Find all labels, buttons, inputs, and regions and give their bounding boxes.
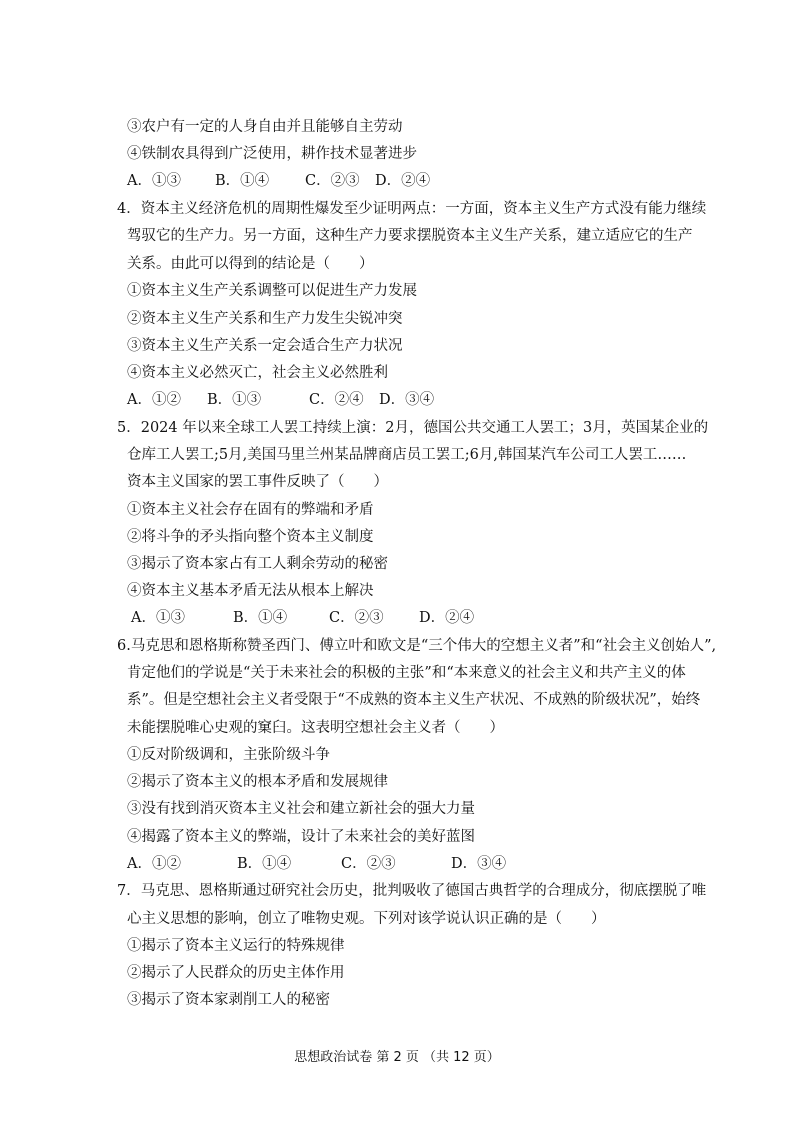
- q5-statement-2: ②将斗争的矛头指向整个资本主义制度: [127, 529, 374, 545]
- q6-options: [127, 854, 506, 874]
- q6-option-d: D．③④: [451, 856, 507, 872]
- q5-statement-1: ①资本主义社会存在固有的弊端和矛盾: [127, 502, 374, 518]
- q5-statement-3: ③揭示了资本家占有工人剩余劳动的秘密: [127, 556, 388, 572]
- q5-statement-4: ④资本主义基本矛盾无法从根本上解决: [127, 583, 374, 599]
- q4-option-d: D．③④: [379, 392, 435, 408]
- q7-statement-1: ①揭示了资本主义运行的特殊规律: [127, 938, 345, 954]
- q6-statement-1: ①反对阶级调和，主张阶级斗争: [127, 747, 330, 763]
- q4-statement-1: ①资本主义生产关系调整可以促进生产力发展: [127, 283, 417, 299]
- q6-stem-line-4: 未能摆脱唯心史观的窠臼。这表明空想社会主义者（ ）: [127, 720, 504, 736]
- q4-stem-line-3: 关系。由此可以得到的结论是（ ）: [127, 256, 374, 272]
- q6-statement-4: ④揭露了资本主义的弊端，设计了未来社会的美好蓝图: [127, 829, 475, 845]
- q7-statement-3: ③揭示了资本家剥削工人的秘密: [127, 992, 330, 1008]
- q5-stem-line-3: 资本主义国家的罢工事件反映了（ ）: [127, 474, 388, 490]
- q6-statement-3: ③没有找到消灭资本主义社会和建立新社会的强大力量: [127, 801, 475, 817]
- q6-option-c: C．②③: [341, 856, 396, 872]
- q3-option-c: C．②③: [305, 173, 360, 189]
- q4-statement-4: ④资本主义必然灭亡，社会主义必然胜利: [127, 365, 388, 381]
- q5-option-c: C．②③: [329, 610, 384, 626]
- q7-statement-2: ②揭示了人民群众的历史主体作用: [127, 965, 345, 981]
- q4-option-b: B．①③: [207, 392, 262, 408]
- q4-statement-2: ②资本主义生产关系和生产力发生尖锐冲突: [127, 311, 403, 327]
- q7-stem-line-1: 7．马克思、恩格斯通过研究社会历史，批判吸收了德国古典哲学的合理成分，彻底摆脱了唯: [117, 883, 707, 899]
- q5-stem-line-1: 5．2024 年以来全球工人罢工持续上演：2月，德国公共交通工人罢工；3月，英国某企业的: [117, 420, 709, 436]
- q4-statement-3: ③资本主义生产关系一定会适合生产力状况: [127, 338, 403, 354]
- q4-stem-line-1: 4．资本主义经济危机的周期性爆发至少证明两点：一方面，资本主义生产方式没有能力继续: [117, 201, 707, 217]
- q3-option-b: B．①④: [215, 173, 270, 189]
- q5-option-d: D．②④: [419, 610, 475, 626]
- q6-option-a: A．①②: [127, 856, 181, 872]
- q5-options: [131, 608, 474, 628]
- q4-option-a: A．①②: [127, 392, 181, 408]
- q4-stem-line-2: 驾驭它的生产力。另一方面，这种生产力要求摆脱资本主义生产关系，建立适应它的生产: [127, 228, 693, 244]
- q3-options: [127, 171, 430, 191]
- q6-stem-line-3: 系”。但是空想社会主义者受限于“不成熟的资本主义生产状况、不成熟的阶级状况”，始终: [127, 692, 701, 708]
- q4-option-c: C．②④: [309, 392, 364, 408]
- q4-options: [127, 390, 434, 410]
- q5-option-b: B．①④: [233, 610, 288, 626]
- q6-statement-2: ②揭示了资本主义的根本矛盾和发展规律: [127, 774, 388, 790]
- q3-statement-4: ④铁制农具得到广泛使用，耕作技术显著进步: [127, 146, 417, 162]
- q6-stem-line-2: 肯定他们的学说是“关于未来社会的积极的主张”和“本来意义的社会主义和共产主义的体: [127, 665, 686, 681]
- q6-option-b: B．①④: [237, 856, 292, 872]
- q3-option-d: D．②④: [375, 173, 431, 189]
- q3-option-a: A．①③: [127, 173, 181, 189]
- q7-stem-line-2: 心主义思想的影响，创立了唯物史观。下列对该学说认识正确的是（ ）: [127, 911, 606, 927]
- q5-option-a: A．①③: [131, 610, 185, 626]
- page-footer: 思想政治试卷 第 2 页 （共 12 页）: [294, 1050, 500, 1065]
- q6-stem-line-1: 6.马克思和恩格斯称赞圣西门、傅立叶和欧文是“三个伟大的空想主义者”和“社会主义创始人”,: [117, 638, 717, 654]
- q5-stem-line-2: 仓库工人罢工;5月,美国马里兰州某品牌商店员工罢工;6月,韩国某汽车公司工人罢工……: [127, 447, 687, 463]
- q3-statement-3: ③农户有一定的人身自由并且能够自主劳动: [127, 119, 403, 135]
